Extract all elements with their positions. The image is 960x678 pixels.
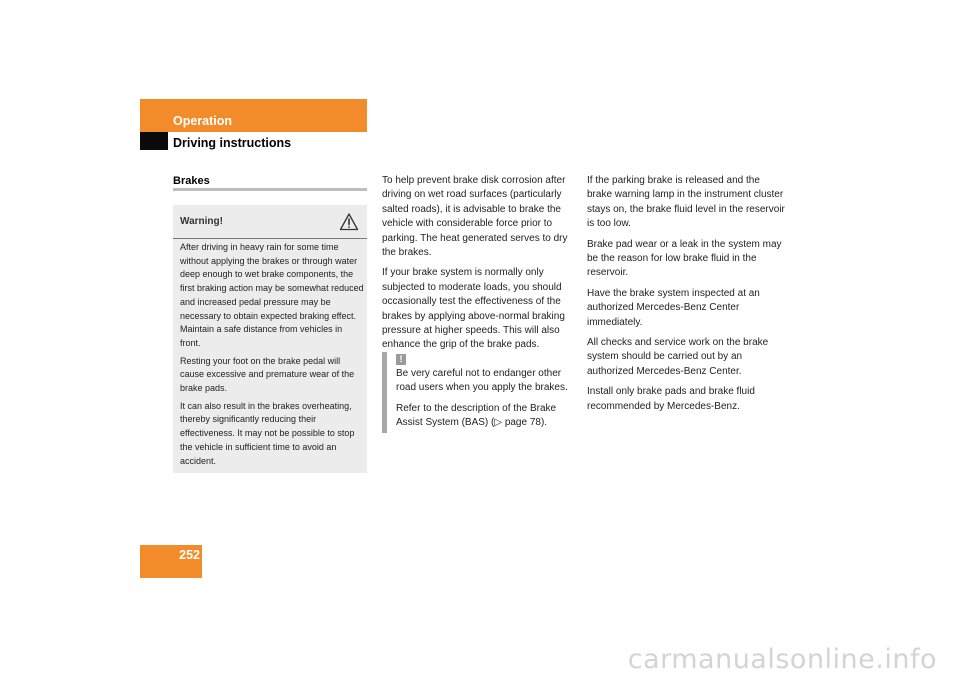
body-paragraph: Install only brake pads and brake fluid recommended by Mercedes-Benz. xyxy=(587,386,755,412)
note-paragraph: Refer to the description of the Brake Assist System (BAS) (▷ page 78). xyxy=(396,402,557,429)
subsection-title: Driving instructions xyxy=(173,136,292,150)
page-number: 252 xyxy=(179,548,200,562)
warning-header xyxy=(173,205,367,239)
header-tab-marker xyxy=(140,132,168,150)
body-paragraph: Have the brake system inspected at an authorized Mercedes-Benz Center immediately. xyxy=(587,287,760,328)
body-paragraph: If your brake system is normally only subjected to moderate loads, you should occasionally test the effectiveness of the brakes by applying above-normal braking pressure at higher speeds. This will also enhance the grip of the brake pads. xyxy=(382,267,565,351)
body-paragraph: All checks and service work on the brake system should be carried out by an authorized Mercedes-Benz Center. xyxy=(587,337,769,377)
page-number-box xyxy=(140,545,202,578)
section-title: Operation xyxy=(173,114,233,128)
middle-column xyxy=(382,174,578,359)
note-text xyxy=(396,367,576,437)
body-paragraph: Brake pad wear or a leak in the system may be the reason for low brake fluid in the reservoir. xyxy=(587,238,782,279)
right-column xyxy=(587,174,787,420)
warning-divider xyxy=(173,238,367,239)
body-paragraph: If the parking brake is released and the brake warning lamp in the instrument cluster stays on, the brake fluid level in the reservoir is too low. xyxy=(587,175,785,230)
note-exclamation-icon: ! xyxy=(396,354,406,365)
warning-paragraph: After driving in heavy rain for some time without applying the brakes or through water deep enough to wet brake components, the first braking action may be somewhat reduced and increased pedal pressure may be necessary to obtain expected braking effect. Maintain a safe distance from vehicles in front. xyxy=(180,242,364,348)
brakes-heading: Brakes xyxy=(173,175,210,187)
warning-paragraph: Resting your foot on the brake pedal will cause excessive and premature wear of the brake pads. xyxy=(180,355,355,394)
warning-triangle-icon xyxy=(339,212,359,232)
warning-paragraph: It can also result in the brakes overheating, thereby significantly reducing their effectiveness. It may not be possible to stop the vehicle in sufficient time to avoid an accident. xyxy=(180,400,355,466)
note-paragraph: Be very careful not to endanger other road users when you apply the brakes. xyxy=(396,368,568,394)
note-box xyxy=(382,352,578,433)
body-paragraph: To help prevent brake disk corrosion after driving on wet road surfaces (particularly salted roads), it is advisable to brake the vehicle with considerable force prior to parking. The heat generated serves to dry the brakes. xyxy=(382,175,568,259)
warning-title: Warning! xyxy=(180,216,223,227)
warning-body xyxy=(180,241,364,472)
warning-box xyxy=(173,205,367,473)
note-side-bar xyxy=(382,352,387,433)
heading-rule xyxy=(173,188,367,191)
watermark: carmanualsonline.info xyxy=(627,644,937,675)
